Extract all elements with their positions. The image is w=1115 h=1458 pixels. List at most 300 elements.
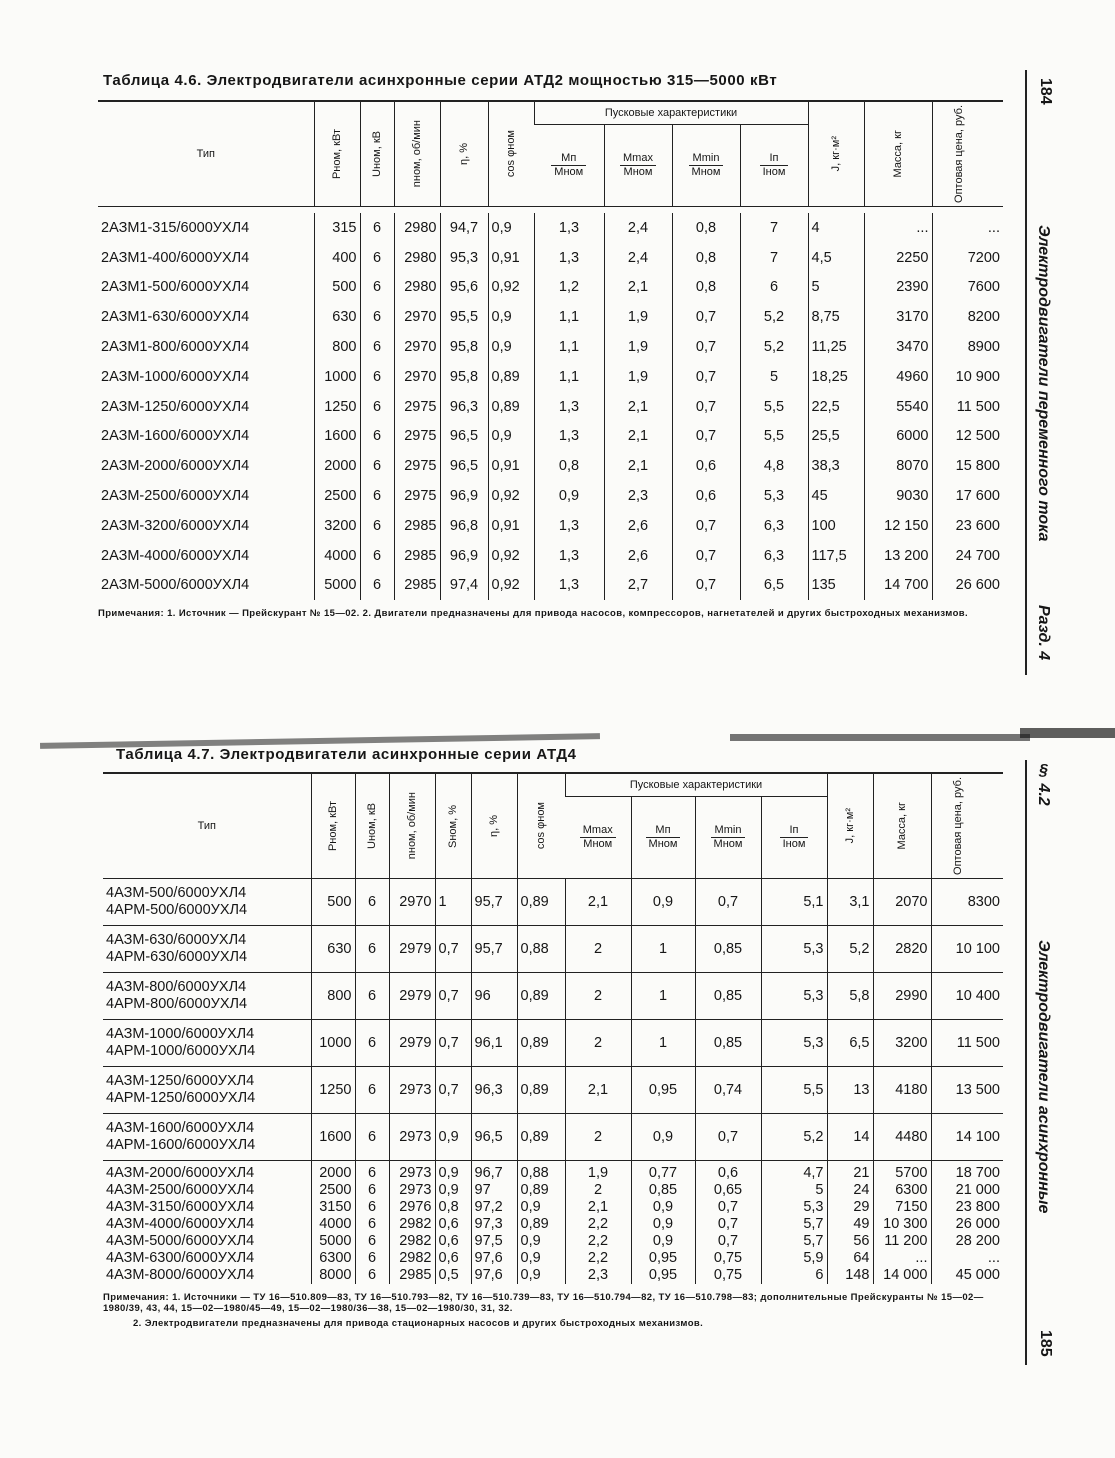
table-value: 0,6 — [717, 1165, 739, 1181]
table-cell: 0,9 — [488, 302, 534, 332]
table-cell: 0,92 — [488, 273, 534, 303]
table-value: 5,7 — [803, 1233, 824, 1249]
table-value: 0,89 — [520, 1182, 549, 1198]
header-mmax-ratio: $\frac{Mmax}{\text{Mном}}$ — [620, 152, 656, 179]
table-cell: 2,1 — [565, 879, 631, 926]
page-number-bottom: 185 — [1037, 1330, 1054, 1357]
table-cell: 2970 — [394, 332, 440, 362]
table-cell: 4,5 — [808, 243, 864, 273]
table-cell: 2985 — [394, 541, 440, 571]
table-cell: 2980 — [394, 243, 440, 273]
header-type: Тип — [196, 148, 215, 160]
table-cell: 4480 — [873, 1114, 931, 1161]
header-speed: nном, об/мин — [406, 792, 418, 860]
scan-smudge — [730, 734, 1030, 741]
table-row — [98, 362, 1003, 392]
table-column-cell — [931, 1161, 1003, 1285]
table-value: 0,75 — [713, 1250, 743, 1266]
motor-type-line: 4АРМ-1000/6000УХЛ4 — [106, 1043, 256, 1059]
table-row-group — [103, 1020, 1003, 1067]
motor-type: 2АЗМ-1250/6000УХЛ4 — [101, 398, 250, 415]
table-cell: 2,3 — [604, 481, 672, 511]
table-value: 0,89 — [520, 1216, 549, 1232]
table-cell: 0,9 — [435, 1114, 471, 1161]
table-value: 1,9 — [587, 1165, 609, 1181]
table-cell: 500 — [314, 273, 360, 303]
table-cell: 0,89 — [517, 973, 565, 1020]
table-cell: 10 100 — [931, 926, 1003, 973]
table-cell: 5,2 — [827, 926, 873, 973]
table-cell: 315 — [314, 213, 360, 243]
motor-type-line: 4АЗМ-6300/6000УХЛ4 — [106, 1250, 255, 1266]
table-value: 21 — [853, 1165, 870, 1181]
motor-type-line: 4АРМ-1250/6000УХЛ4 — [106, 1090, 256, 1106]
table-cell: 2975 — [394, 481, 440, 511]
table-cell: 2990 — [873, 973, 931, 1020]
table-cell: 0,8 — [672, 213, 740, 243]
table-cell: 5,8 — [827, 973, 873, 1020]
table-cell: 10 400 — [931, 973, 1003, 1020]
table-value: 0,9 — [520, 1233, 541, 1249]
motor-type: 2АЗМ-2000/6000УХЛ4 — [101, 458, 250, 475]
table-cell: 1,3 — [534, 392, 604, 422]
table-cell: 0,8 — [672, 243, 740, 273]
table-cell: 2,4 — [604, 243, 672, 273]
table-cell: 95,8 — [440, 332, 488, 362]
table-column-cell — [517, 1161, 565, 1285]
table-cell: ... — [864, 213, 932, 243]
table-column-cell — [355, 1161, 389, 1285]
table-cell: 2 — [565, 1114, 631, 1161]
table-value: 5,9 — [803, 1250, 824, 1266]
table-cell: 97,4 — [440, 571, 488, 601]
table-column-cell — [565, 1161, 631, 1285]
table-cell: 24 700 — [932, 541, 1003, 571]
table-cell: 5,5 — [740, 422, 808, 452]
table-row-block — [103, 1161, 1003, 1285]
table-value: 0,85 — [648, 1182, 678, 1198]
table-value: 2973 — [399, 1165, 432, 1181]
table-value: 2982 — [399, 1233, 432, 1249]
table-cell: 0,85 — [695, 1020, 761, 1067]
table-cell: 94,7 — [440, 213, 488, 243]
motor-type-line: 4АЗМ-630/6000УХЛ4 — [106, 932, 247, 948]
table-cell: ... — [932, 213, 1003, 243]
motor-type-line: 4АЗМ-1600/6000УХЛ4 — [106, 1120, 255, 1136]
header-voltage: Uном, кВ — [366, 803, 378, 849]
motor-type: 2АЗМ1-630/6000УХЛ4 — [101, 309, 250, 326]
table-value: 45 000 — [955, 1267, 1000, 1283]
margin-rule — [1025, 70, 1027, 675]
motor-type: 2АЗМ-1600/6000УХЛ4 — [101, 428, 250, 445]
table-cell: 10 900 — [932, 362, 1003, 392]
table-cell: 0,9 — [488, 422, 534, 452]
table-cell: 1,2 — [534, 273, 604, 303]
table-row-group — [103, 879, 1003, 926]
table-cell: 1,3 — [534, 213, 604, 243]
table-column-cell — [389, 1161, 435, 1285]
table-cell: 8300 — [931, 879, 1003, 926]
table-value: 2973 — [399, 1182, 432, 1198]
table-cell: 2 — [565, 926, 631, 973]
table-cell: 6 — [355, 1114, 389, 1161]
header-inertia: J, кг·м² — [844, 808, 856, 844]
table-cell: 5,3 — [761, 973, 827, 1020]
table-cell: 5,3 — [740, 481, 808, 511]
motor-type: 2АЗМ1-500/6000УХЛ4 — [101, 279, 250, 296]
table-cell: 1,3 — [534, 571, 604, 601]
table-cell: 8200 — [932, 302, 1003, 332]
motor-type: 2АЗМ-2500/6000УХЛ4 — [101, 488, 250, 505]
table-cell: 2070 — [873, 879, 931, 926]
table-4-7 — [103, 772, 1003, 1329]
motor-type — [103, 973, 311, 1020]
table-value: 56 — [853, 1233, 870, 1249]
header-starting-group: Пусковые характеристики — [565, 773, 827, 797]
table-value: 0,6 — [438, 1216, 459, 1232]
table-cell: 0,7 — [435, 973, 471, 1020]
table-row — [98, 332, 1003, 362]
table-cell: 0,88 — [517, 926, 565, 973]
header-efficiency: η, % — [488, 814, 500, 837]
table-value: 18 700 — [955, 1165, 1000, 1181]
header-mstart-ratio: $\frac{Mп}{\text{Mном}}$ — [646, 824, 681, 851]
table-cell: 6 — [360, 541, 394, 571]
table-row — [98, 213, 1003, 243]
table-cell: 2985 — [394, 571, 440, 601]
header-cos: cos φном — [505, 130, 517, 178]
table-value: 0,9 — [652, 1216, 674, 1232]
table-cell: 5 — [808, 273, 864, 303]
table-value: 4000 — [319, 1216, 352, 1232]
motor-type: 2АЗМ-3200/6000УХЛ4 — [101, 517, 250, 534]
table-row-group — [103, 926, 1003, 973]
table-value: 0,9 — [438, 1182, 459, 1198]
table-value: ... — [915, 1250, 928, 1266]
table-value: 97,5 — [474, 1233, 503, 1249]
table-cell: 5 — [740, 362, 808, 392]
table-cell: 0,7 — [672, 332, 740, 362]
page-number-top: 184 — [1037, 78, 1054, 105]
table-cell: 12 500 — [932, 422, 1003, 452]
table-value: 5700 — [895, 1165, 928, 1181]
table-cell: 13 500 — [931, 1067, 1003, 1114]
motor-type: 2АЗМ-5000/6000УХЛ4 — [101, 577, 250, 594]
header-cos: cos φном — [535, 802, 547, 850]
table-cell: 2,1 — [604, 392, 672, 422]
header-type: Тип — [197, 820, 216, 832]
motor-type-line: 4АРМ-630/6000УХЛ4 — [106, 949, 248, 965]
table-cell: 1000 — [311, 1020, 355, 1067]
table-cell: 2 — [565, 1020, 631, 1067]
table-cell: 0,85 — [695, 926, 761, 973]
table-cell: 1,3 — [534, 541, 604, 571]
table-value: 2,2 — [587, 1216, 609, 1232]
table-cell: 13 — [827, 1067, 873, 1114]
table-value: 0,7 — [717, 1216, 739, 1232]
table-cell: 5,3 — [761, 1020, 827, 1067]
table-row — [98, 392, 1003, 422]
table-value: 6 — [815, 1267, 824, 1283]
table-cell: 95,6 — [440, 273, 488, 303]
table-cell: 0,89 — [517, 1020, 565, 1067]
table-cell: 7200 — [932, 243, 1003, 273]
table-cell: 96,5 — [440, 422, 488, 452]
table-cell: 0,7 — [672, 571, 740, 601]
table-cell: 11 500 — [931, 1020, 1003, 1067]
motor-type-line: 4АЗМ-5000/6000УХЛ4 — [106, 1233, 255, 1249]
table-cell: 0,9 — [488, 332, 534, 362]
table-value: 2982 — [399, 1216, 432, 1232]
table-row — [98, 243, 1003, 273]
table-column-cell — [471, 1161, 517, 1285]
motor-type: 2АЗМ1-800/6000УХЛ4 — [101, 339, 250, 356]
table-cell: 6,5 — [827, 1020, 873, 1067]
table-cell: 5,2 — [761, 1114, 827, 1161]
table-value: 28 200 — [955, 1233, 1000, 1249]
table-cell: 800 — [314, 332, 360, 362]
motor-type-line: 4АЗМ-4000/6000УХЛ4 — [106, 1216, 255, 1232]
table-cell: 96,9 — [440, 541, 488, 571]
table-cell: 4180 — [873, 1067, 931, 1114]
table-value: 2982 — [399, 1250, 432, 1266]
table-cell: 12 150 — [864, 511, 932, 541]
table-value: 0,5 — [438, 1267, 459, 1283]
table-value: 0,9 — [520, 1250, 541, 1266]
table-cell: 0,7 — [435, 926, 471, 973]
table-cell: 7600 — [932, 273, 1003, 303]
table-cell: 2,6 — [604, 511, 672, 541]
table-cell: 2970 — [394, 302, 440, 332]
table-cell: 800 — [311, 973, 355, 1020]
table-cell: 6000 — [864, 422, 932, 452]
table-cell: 0,6 — [672, 481, 740, 511]
table-cell: 1,9 — [604, 332, 672, 362]
table-cell: 6 — [360, 302, 394, 332]
table-cell: 2250 — [864, 243, 932, 273]
table-cell: 8070 — [864, 451, 932, 481]
table-value: 97,2 — [474, 1199, 503, 1215]
table-value: 6 — [367, 1165, 377, 1181]
table-value: 6 — [367, 1267, 377, 1283]
motor-type — [103, 1067, 311, 1114]
table-cell: 96,3 — [471, 1067, 517, 1114]
table-cell: 22,5 — [808, 392, 864, 422]
table-value: 2,2 — [587, 1233, 609, 1249]
table-cell: 96,1 — [471, 1020, 517, 1067]
table-cell: 6 — [360, 481, 394, 511]
table-value: 0,9 — [520, 1199, 541, 1215]
table-cell: 0,8 — [672, 273, 740, 303]
table-row-group — [103, 973, 1003, 1020]
header-istart-ratio: $\frac{Iп}{\text{Iном}}$ — [780, 824, 809, 851]
table-value: 96,7 — [474, 1165, 503, 1181]
scan-smudge — [1020, 728, 1115, 738]
motor-type: 2АЗМ1-315/6000УХЛ4 — [101, 219, 250, 236]
table-cell: 0,9 — [631, 879, 695, 926]
table-cell: 0,91 — [488, 511, 534, 541]
table-cell: 5,5 — [740, 392, 808, 422]
motor-type — [103, 1020, 311, 1067]
running-title-top: Электродвигатели переменного тока — [1035, 225, 1052, 542]
table-cell: 0,92 — [488, 541, 534, 571]
table-cell: 0,8 — [534, 451, 604, 481]
table-cell: 8900 — [932, 332, 1003, 362]
table-cell: 1000 — [314, 362, 360, 392]
header-price: Оптовая цена, руб. — [952, 777, 965, 875]
table-column-cell — [761, 1161, 827, 1285]
table-cell: 5,2 — [740, 302, 808, 332]
table-cell: 1250 — [311, 1067, 355, 1114]
table-cell: 45 — [808, 481, 864, 511]
table-value: 0,95 — [648, 1250, 678, 1266]
table-column-cell — [435, 1161, 471, 1285]
table-value: 29 — [853, 1199, 870, 1215]
table-cell: 2 — [565, 973, 631, 1020]
table-cell: 7 — [740, 213, 808, 243]
table-cell: 6 — [360, 422, 394, 452]
table-cell: 0,85 — [695, 973, 761, 1020]
table-cell: 6,3 — [740, 511, 808, 541]
table-value: 0,9 — [520, 1267, 541, 1283]
motor-type-line: 4АЗМ-2000/6000УХЛ4 — [106, 1165, 255, 1181]
table-cell: 4 — [808, 213, 864, 243]
table-row — [98, 422, 1003, 452]
header-voltage: Uном, кВ — [371, 131, 383, 177]
table-cell: 25,5 — [808, 422, 864, 452]
table-value: 0,88 — [520, 1165, 549, 1181]
table-value: 10 300 — [883, 1216, 928, 1232]
table-value: 0,7 — [717, 1199, 739, 1215]
table-cell: 6 — [355, 1067, 389, 1114]
table-cell: 6,3 — [740, 541, 808, 571]
table-cell: 96,3 — [440, 392, 488, 422]
table-cell: 0,91 — [488, 243, 534, 273]
table-value: 97 — [474, 1182, 491, 1198]
table-cell: 17 600 — [932, 481, 1003, 511]
table-cell: 1,1 — [534, 302, 604, 332]
table-row — [98, 481, 1003, 511]
table-cell: 0,7 — [695, 1114, 761, 1161]
table-value: 0,9 — [652, 1199, 674, 1215]
table-cell: 100 — [808, 511, 864, 541]
header-power: Pном, кВт — [331, 128, 343, 180]
table-cell: 96,9 — [440, 481, 488, 511]
table-cell: 2985 — [394, 511, 440, 541]
table-cell: 5,5 — [761, 1067, 827, 1114]
table-value: 2,3 — [587, 1267, 609, 1283]
motor-type — [103, 879, 311, 926]
table-cell: 4,8 — [740, 451, 808, 481]
motor-type-line: 4АЗМ-1000/6000УХЛ4 — [106, 1026, 255, 1042]
table-cell: 2979 — [389, 973, 435, 1020]
table-4-7-note-2: 2. Электродвигатели предназначены для привода стационарных насосов и других быстроходных механизмов. — [133, 1318, 704, 1329]
section-label-top: Разд. 4 — [1035, 605, 1052, 661]
table-cell: 3170 — [864, 302, 932, 332]
table-cell: 4960 — [864, 362, 932, 392]
table-row — [98, 451, 1003, 481]
table-cell: 1,3 — [534, 511, 604, 541]
table-cell: 9030 — [864, 481, 932, 511]
table-cell: 0,7 — [672, 302, 740, 332]
table-value: 2,1 — [587, 1199, 609, 1215]
table-cell: 0,92 — [488, 571, 534, 601]
running-title-bottom: Электродвигатели асинхронные — [1035, 940, 1052, 1214]
motor-type-line: 4АРМ-500/6000УХЛ4 — [106, 902, 248, 918]
table-cell: 6 — [355, 879, 389, 926]
table-cell: 3200 — [314, 511, 360, 541]
table-cell: 0,9 — [534, 481, 604, 511]
table-cell: 6 — [355, 973, 389, 1020]
table-4-7-body — [103, 879, 1003, 1284]
table-cell: 0,7 — [672, 541, 740, 571]
table-value: 2976 — [399, 1199, 432, 1215]
margin-rule — [1025, 760, 1027, 1365]
table-cell: 6 — [360, 511, 394, 541]
motor-type: 2АЗМ1-400/6000УХЛ4 — [101, 249, 250, 266]
table-value: 64 — [853, 1250, 870, 1266]
table-value: 21 000 — [955, 1182, 1000, 1198]
table-value: 49 — [853, 1216, 870, 1232]
table-cell: 3470 — [864, 332, 932, 362]
table-cell: 0,9 — [631, 1114, 695, 1161]
table-cell: 1250 — [314, 392, 360, 422]
table-value: 5000 — [319, 1233, 352, 1249]
table-cell: 1,9 — [604, 362, 672, 392]
table-value: 6 — [367, 1216, 377, 1232]
table-cell: 7 — [740, 243, 808, 273]
table-cell: 1,3 — [534, 243, 604, 273]
table-value: 5,7 — [803, 1216, 824, 1232]
table-cell: 96 — [471, 973, 517, 1020]
table-cell: 5,1 — [761, 879, 827, 926]
table-cell: 3,1 — [827, 879, 873, 926]
table-cell: 95,3 — [440, 243, 488, 273]
table-value: 2985 — [399, 1267, 432, 1283]
motor-type — [103, 1114, 311, 1161]
header-starting-group: Пусковые характеристики — [534, 101, 808, 125]
table-cell: 2,4 — [604, 213, 672, 243]
header-price: Оптовая цена, руб. — [952, 105, 965, 203]
table-cell: 0,89 — [517, 879, 565, 926]
table-value: 6300 — [319, 1250, 352, 1266]
table-cell: 2,1 — [604, 273, 672, 303]
header-mmin-ratio: $\frac{Mmin}{\text{Mном}}$ — [689, 152, 724, 179]
table-cell: 38,3 — [808, 451, 864, 481]
table-cell: 3200 — [873, 1020, 931, 1067]
table-value: 2 — [593, 1182, 603, 1198]
table-cell: 0,7 — [695, 879, 761, 926]
table-cell: 13 200 — [864, 541, 932, 571]
table-value: 0,7 — [717, 1233, 739, 1249]
table-value: 26 000 — [955, 1216, 1000, 1232]
table-value: 0,65 — [713, 1182, 743, 1198]
table-cell: 18,25 — [808, 362, 864, 392]
table-value: 97,6 — [474, 1267, 503, 1283]
header-speed: nном, об/мин — [411, 120, 423, 188]
table-cell: 2980 — [394, 273, 440, 303]
header-efficiency: η, % — [458, 142, 470, 165]
table-cell: 1 — [631, 926, 695, 973]
table-value: 0,75 — [713, 1267, 743, 1283]
table-cell: 0,9 — [488, 213, 534, 243]
table-row-group — [103, 1067, 1003, 1114]
table-cell: 0,89 — [517, 1114, 565, 1161]
table-value: ... — [987, 1250, 1000, 1266]
table-cell: 1,9 — [604, 302, 672, 332]
table-cell: 0,92 — [488, 481, 534, 511]
table-cell: 0,89 — [517, 1067, 565, 1114]
